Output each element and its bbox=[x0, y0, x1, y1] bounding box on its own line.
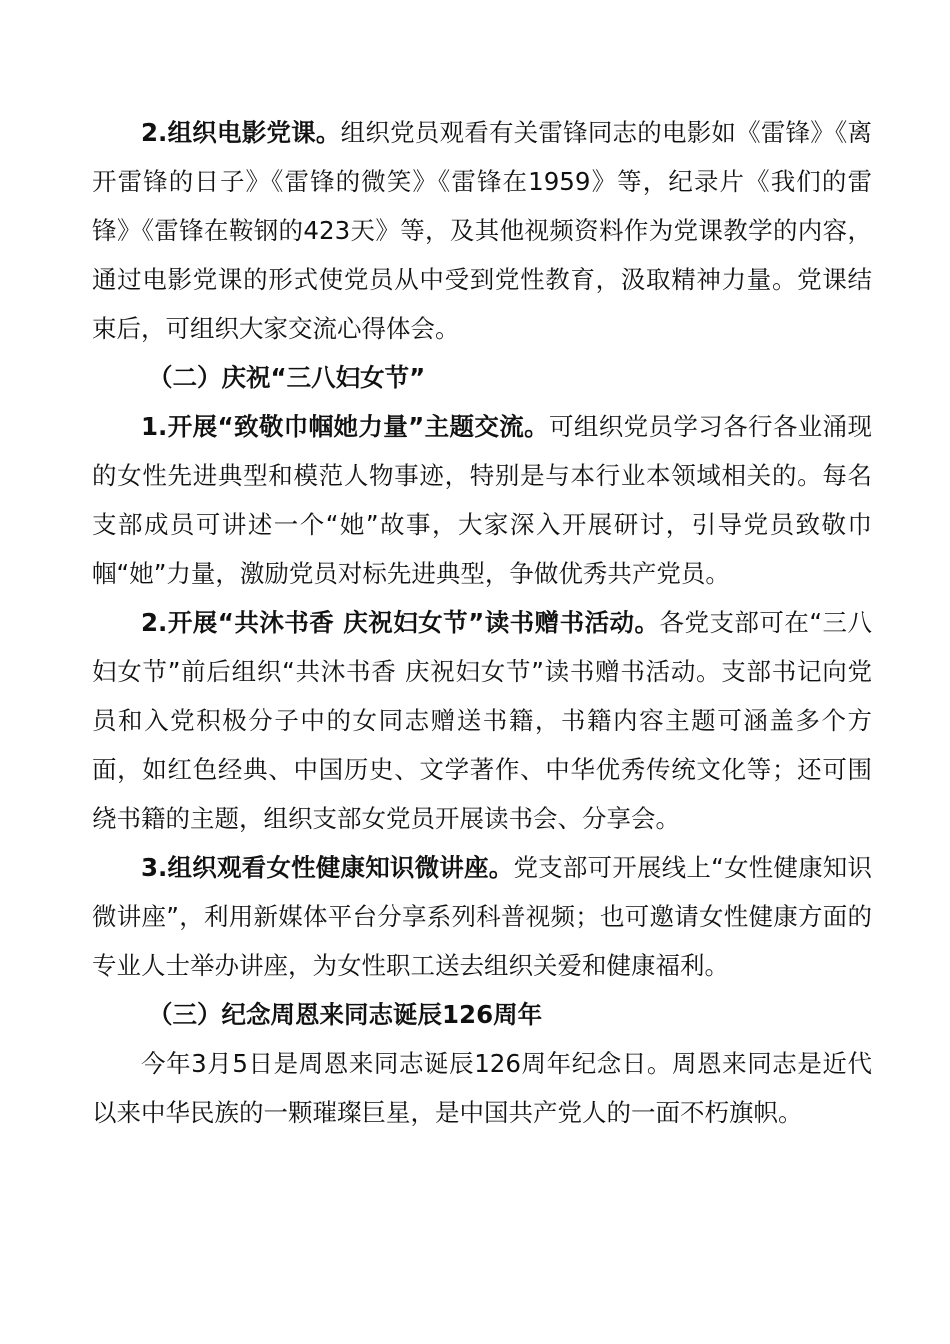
section-heading-zhou-enlai: （三）纪念周恩来同志诞辰126周年 bbox=[148, 1000, 543, 1029]
paragraph-body: 各党支部可在“三八妇女节”前后组织“共沐书香 庆祝妇女节”读书赠书活动。支部书记向党员和入党积极分子中的女同志赠送书籍，书籍内容主题可涵盖多个方面，如红色经典、中国历史、文学著作、中华优秀传统文化等；还可围绕书籍的主题，组织支部女党员开展读书会、分享会。 bbox=[92, 608, 872, 833]
paragraph-health-lecture bbox=[92, 843, 872, 990]
paragraph-her-power-exchange bbox=[92, 402, 872, 598]
paragraph-body: 党支部可开展线上“女性健康知识微讲座”，利用新媒体平台分享系列科普视频；也可邀请女性健康方面的专业人士举办讲座，为女性职工送去组织关爱和健康福利。 bbox=[92, 853, 872, 980]
document-page bbox=[92, 108, 872, 1137]
paragraph-book-reading-activity bbox=[92, 598, 872, 843]
paragraph-lead: 2.组织电影党课。 bbox=[141, 118, 341, 147]
section-heading-womens-day: （二）庆祝“三八妇女节” bbox=[148, 363, 426, 392]
paragraph-body: 可组织党员学习各行各业涌现的女性先进典型和模范人物事迹，特别是与本行业本领域相关的。每名支部成员可讲述一个“她”故事，大家深入开展研讨，引导党员致敬巾帼“她”力量，激励党员对标先进典型，争做优秀共产党员。 bbox=[92, 412, 872, 588]
paragraph-body: 组织党员观看有关雷锋同志的电影如《雷锋》《离开雷锋的日子》《雷锋的微笑》《雷锋在1959》等，纪录片《我们的雷锋》《雷锋在鞍钢的423天》等，及其他视频资料作为党课教学的内容，通过电影党课的形式使党员从中受到党性教育，汲取精神力量。党课结束后，可组织大家交流心得体会。 bbox=[92, 118, 873, 343]
paragraph-lead: 1.开展“致敬巾帼她力量”主题交流。 bbox=[141, 412, 549, 441]
paragraph-film-party-lesson bbox=[92, 108, 872, 353]
paragraph-zhou-enlai-anniversary: 今年3月5日是周恩来同志诞辰126周年纪念日。周恩来同志是近代以来中华民族的一颗璀璨巨星，是中国共产党人的一面不朽旗帜。 bbox=[92, 1049, 872, 1127]
paragraph-lead: 3.组织观看女性健康知识微讲座。 bbox=[141, 853, 514, 882]
paragraph-lead: 2.开展“共沐书香 庆祝妇女节”读书赠书活动。 bbox=[141, 608, 660, 637]
